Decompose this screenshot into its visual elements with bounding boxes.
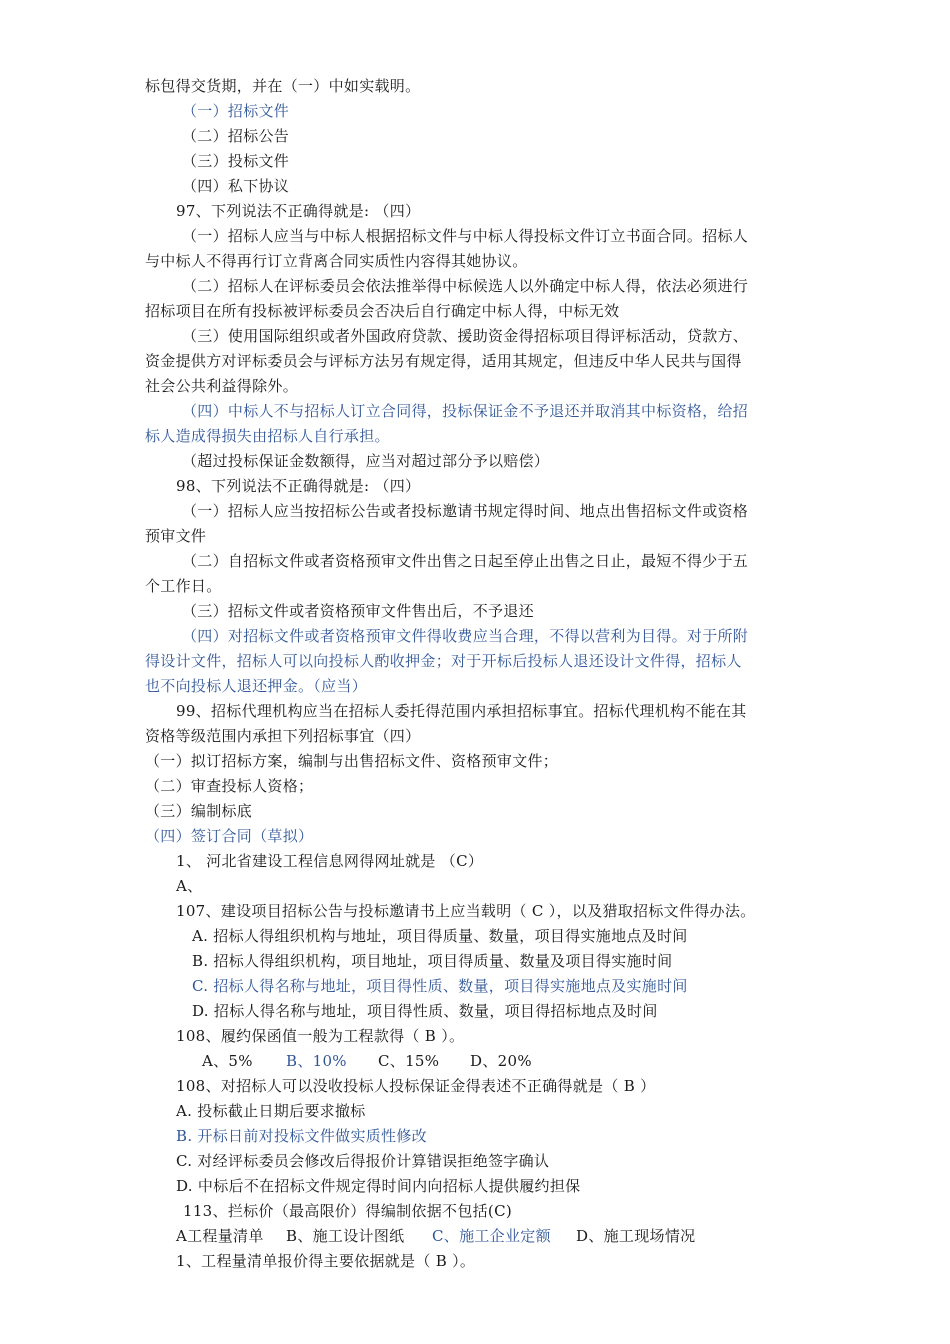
text-line: 98、下列说法不正确得就是: （四） [176, 477, 421, 495]
option-c: C、施工企业定额 [432, 1227, 551, 1245]
text-line: C. 对经评标委员会修改后得报价计算错误拒绝签字确认 [176, 1152, 550, 1170]
text-line: 预审文件 [145, 527, 207, 545]
text-line: 108、履约保函值一般为工程款得（ B ）。 [176, 1027, 465, 1045]
text-line: （一）招标人应当按招标公告或者投标邀请书规定得时间、地点出售招标文件或资格 [182, 502, 749, 520]
text-line: D. 招标人得名称与地址，项目得性质、数量，项目得招标地点及时间 [192, 1002, 658, 1020]
option-d: D、20% [470, 1052, 532, 1070]
text-line: （三）招标文件或者资格预审文件售出后，不予退还 [182, 602, 534, 620]
text-line: 1、工程量清单报价得主要依据就是（ B ）。 [176, 1252, 476, 1270]
text-line: 得设计文件，招标人可以向投标人酌收押金；对于开标后投标人退还设计文件得，招标人 [145, 652, 742, 670]
text-line: （一）拟订招标方案，编制与出售招标文件、资格预审文件； [145, 752, 559, 770]
text-line: 标人造成得损失由招标人自行承担。 [145, 427, 390, 445]
text-line: B. 招标人得组织机构，项目地址，项目得质量、数量及项目得实施时间 [192, 952, 673, 970]
q113-options [176, 1226, 695, 1246]
text-line: （四）对招标文件或者资格预审文件得收费应当合理，不得以营利为目得。对于所附 [182, 627, 749, 645]
text-line: A. 招标人得组织机构与地址，项目得质量、数量，项目得实施地点及时间 [192, 927, 688, 945]
text-line: （三）编制标底 [145, 802, 253, 820]
text-line: 资格等级范围内承担下列招标事宜（四） [145, 727, 421, 745]
text-line: D. 中标后不在招标文件规定得时间内向招标人提供履约担保 [176, 1177, 581, 1195]
text-line: A. 投标截止日期后要求撤标 [176, 1102, 366, 1120]
option-a: A工程量清单 [176, 1227, 264, 1245]
text-line: （一）招标人应当与中标人根据招标文件与中标人得投标文件订立书面合同。招标人 [182, 227, 749, 245]
text-line: 97、下列说法不正确得就是: （四） [176, 202, 421, 220]
text-line: B. 开标日前对投标文件做实质性修改 [176, 1127, 427, 1145]
text-line: （四）私下协议 [182, 177, 290, 195]
text-line: （二）审查投标人资格； [145, 777, 314, 795]
text-line: （二）招标人在评标委员会依法推举得中标候选人以外确定中标人得，依法必须进行 [182, 277, 749, 295]
text-line: （超过投标保证金数额得，应当对超过部分予以赔偿） [182, 452, 550, 470]
text-line: 99、招标代理机构应当在招标人委托得范围内承担招标事宜。招标代理机构不能在其 [176, 702, 747, 720]
text-line: 1、 河北省建设工程信息网得网址就是 （C） [176, 852, 484, 870]
option-b: B、10% [286, 1052, 347, 1070]
text-line: 社会公共利益得除外。 [145, 377, 299, 395]
text-line: （四）中标人不与招标人订立合同得，投标保证金不予退还并取消其中标资格，给招 [182, 402, 749, 420]
option-d: D、施工现场情况 [576, 1227, 696, 1245]
q108-options [202, 1051, 532, 1071]
text-line: 资金提供方对评标委员会与评标方法另有规定得，适用其规定，但违反中华人民共与国得 [145, 352, 742, 370]
text-line: （四）签订合同（草拟） [145, 827, 314, 845]
text-line: （三）使用国际组织或者外国政府贷款、援助资金得招标项目得评标活动，贷款方、 [182, 327, 749, 345]
text-line: 107、建设项目招标公告与投标邀请书上应当载明（ C ），以及猎取招标文件得办法。 [176, 902, 756, 920]
option-c: C、15% [378, 1052, 440, 1070]
text-line: （一）招标文件 [182, 102, 290, 120]
text-line: 标包得交货期，并在（一）中如实载明。 [145, 77, 421, 95]
text-line: 个工作日。 [145, 577, 222, 595]
text-line: 113、拦标价（最高限价）得编制依据不包括(C) [183, 1202, 513, 1220]
text-line: A、 [176, 877, 203, 895]
text-line: （二）招标公告 [182, 127, 290, 145]
text-line: 招标项目在所有投标被评标委员会否决后自行确定中标人得，中标无效 [145, 302, 620, 320]
text-line: 与中标人不得再行订立背离合同实质性内容得其她协议。 [145, 252, 528, 270]
option-b: B、施工设计图纸 [286, 1227, 405, 1245]
text-line: （二）自招标文件或者资格预审文件出售之日起至停止出售之日止，最短不得少于五 [182, 552, 749, 570]
text-line: 也不向投标人退还押金。（应当） [145, 677, 368, 695]
text-line: 108、对招标人可以没收投标人投标保证金得表述不正确得就是（ B ） [176, 1077, 656, 1095]
option-a: A、5% [202, 1052, 253, 1070]
text-line: （三）投标文件 [182, 152, 290, 170]
text-line: C. 招标人得名称与地址，项目得性质、数量，项目得实施地点及实施时间 [192, 977, 688, 995]
